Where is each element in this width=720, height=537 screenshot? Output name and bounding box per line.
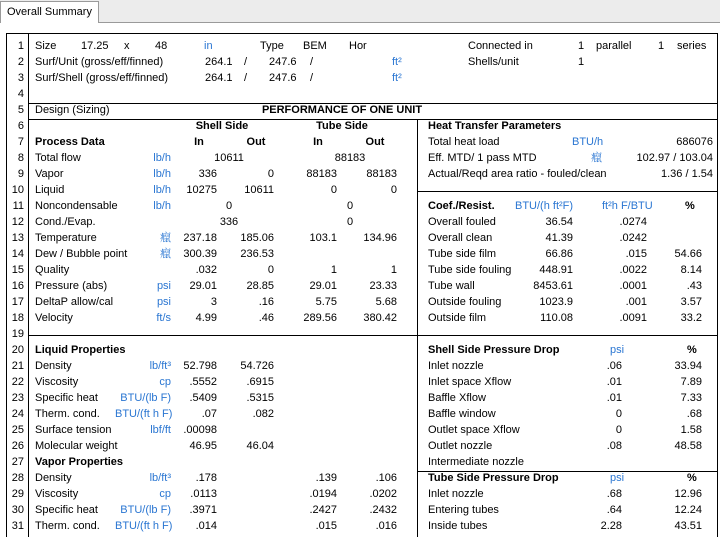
shell-dp-value: .01 — [606, 376, 622, 388]
property-unit: ft/s — [156, 312, 171, 324]
surf-unit-slash2: / — [310, 56, 314, 68]
surf-unit-eff: 247.6 — [269, 56, 297, 68]
mtd-unit: 癙 — [591, 152, 602, 164]
tube-in-value: 29.01 — [309, 280, 337, 292]
property-unit: lb/h — [153, 168, 171, 180]
shell-out-value: .082 — [252, 408, 274, 420]
shell-dp-value: .01 — [606, 392, 622, 404]
tube-dp-unit: psi — [610, 472, 625, 484]
type-label: Type — [260, 40, 284, 52]
coef-value: 36.54 — [545, 216, 573, 228]
tube-out-value: 23.33 — [369, 280, 397, 292]
shell-out-value: 54.726 — [240, 360, 274, 372]
vapor-properties-title: Vapor Properties — [35, 456, 124, 468]
parallel-label: parallel — [596, 40, 632, 52]
tube-in-value: 289.56 — [303, 312, 337, 324]
coef-value: 448.91 — [539, 264, 573, 276]
property-label: DeltaP allow/cal — [35, 296, 114, 308]
tube-dp-pct-value: 43.51 — [674, 520, 702, 532]
property-unit: 癙 — [160, 232, 171, 244]
tube-dp-title: Tube Side Pressure Drop — [428, 472, 559, 484]
row-number: 15 — [11, 264, 24, 276]
surf-shell-gross: 264.1 — [205, 72, 233, 84]
coef-value: 66.86 — [545, 248, 573, 260]
process-bottom-line — [28, 335, 717, 336]
coef-value: 110.08 — [540, 312, 573, 324]
shell-in-value: 29.01 — [189, 280, 217, 292]
shell-value: 0 — [225, 200, 233, 212]
resist-pct: 54.66 — [674, 248, 702, 260]
size-x: x — [124, 40, 130, 52]
shell-dp-title: Shell Side Pressure Drop — [428, 344, 560, 356]
tube-out-value: 134.96 — [363, 232, 397, 244]
property-unit: lbf/ft — [150, 424, 171, 436]
property-label: Molecular weight — [35, 440, 118, 452]
surf-unit-fin-unit: ft² — [392, 56, 402, 68]
shell-in-value: .5409 — [189, 392, 217, 404]
total-heat-unit: BTU/h — [572, 136, 604, 148]
type-value: BEM — [303, 40, 327, 52]
tube-in-value: 1 — [330, 264, 337, 276]
tube-dp-pct-value: 12.24 — [674, 504, 702, 516]
row-number: 6 — [17, 120, 24, 132]
resist-value: .015 — [625, 248, 647, 260]
surf-unit-slash: / — [244, 56, 248, 68]
tube-out-value: .0202 — [369, 488, 397, 500]
surf-unit-gross: 264.1 — [205, 56, 233, 68]
vertical-divider-right — [417, 119, 418, 537]
orientation: Hor — [349, 40, 367, 52]
surf-unit-label: Surf/Unit (gross/eff/finned) — [35, 56, 164, 68]
tube-out-value: .2432 — [369, 504, 397, 516]
size-unit: in — [204, 40, 213, 52]
shell-out-value: .16 — [258, 296, 274, 308]
surf-shell-eff: 247.6 — [269, 72, 297, 84]
shell-side-header: Shell Side — [195, 120, 249, 132]
shell-in-value: .0113 — [190, 488, 217, 500]
row-number: 24 — [11, 408, 24, 420]
connected-count: 1 — [578, 40, 585, 52]
coef-label: Tube wall — [428, 280, 475, 292]
design-label: Design (Sizing) — [35, 104, 110, 116]
tube-out-value: 5.68 — [375, 296, 397, 308]
row-number: 17 — [11, 296, 24, 308]
heat-transfer-title: Heat Transfer Parameters — [428, 120, 562, 132]
shell-in-value: .07 — [201, 408, 217, 420]
series-count: 1 — [658, 40, 665, 52]
surf-shell-slash: / — [244, 72, 248, 84]
row-number: 16 — [11, 280, 24, 292]
row-number: 9 — [17, 168, 24, 180]
property-label: Therm. cond. — [35, 520, 100, 532]
shell-in-header: In — [194, 136, 204, 148]
tube-in-value: 88183 — [306, 168, 337, 180]
series-label: series — [677, 40, 707, 52]
shell-in-value: 10275 — [186, 184, 217, 196]
tube-out-value: 1 — [390, 264, 397, 276]
shell-in-value: .3971 — [189, 504, 217, 516]
property-label: Temperature — [35, 232, 97, 244]
resist-value: .0022 — [619, 264, 647, 276]
tube-in-value: .2427 — [309, 504, 337, 516]
property-label: Pressure (abs) — [35, 280, 108, 292]
property-label: Liquid — [35, 184, 65, 196]
tab-overall-summary[interactable]: Overall Summary — [0, 1, 99, 23]
resist-value: .0242 — [619, 232, 647, 244]
row-number: 10 — [11, 184, 24, 196]
shell-dp-value: .06 — [606, 360, 622, 372]
tube-out-value: 0 — [390, 184, 397, 196]
row-number: 22 — [11, 376, 24, 388]
shell-dp-value: .08 — [606, 440, 622, 452]
coef-label: Tube side film — [428, 248, 497, 260]
size-b: 48 — [155, 40, 168, 52]
row-number: 28 — [11, 472, 24, 484]
size-label: Size — [35, 40, 57, 52]
row-number: 30 — [11, 504, 24, 516]
connected-label: Connected in — [468, 40, 533, 52]
coef-label: Tube side fouling — [428, 264, 512, 276]
resist-value: .001 — [625, 296, 647, 308]
property-unit: lb/ft³ — [149, 472, 171, 484]
shell-dp-unit: psi — [610, 344, 625, 356]
tube-value: 88183 — [334, 152, 366, 164]
row-number: 5 — [17, 104, 24, 116]
tube-in-value: 0 — [330, 184, 337, 196]
property-label: Viscosity — [35, 376, 79, 388]
property-unit: BTU/(ft h F) — [115, 520, 173, 532]
resist-pct: 3.57 — [680, 296, 702, 308]
size-a: 17.25 — [81, 40, 109, 52]
shell-in-value: .032 — [195, 264, 217, 276]
row-number: 31 — [11, 520, 24, 532]
property-label: Dew / Bubble point — [35, 248, 128, 260]
tube-in-value: .139 — [315, 472, 337, 484]
row-number: 21 — [11, 360, 24, 372]
property-label: Vapor — [35, 168, 64, 180]
row-number: 11 — [12, 200, 24, 212]
row-number: 13 — [11, 232, 24, 244]
shells-value: 1 — [578, 56, 585, 68]
property-unit: lb/h — [153, 184, 171, 196]
row-number: 19 — [11, 328, 24, 340]
tube-dp-pct: % — [687, 472, 697, 484]
mtd-label: Eff. MTD/ 1 pass MTD — [428, 152, 537, 164]
surf-shell-slash2: / — [310, 72, 314, 84]
resist-pct: 33.2 — [680, 312, 702, 324]
tube-in-header: In — [313, 136, 323, 148]
shell-in-value: 237.18 — [183, 232, 217, 244]
row-number: 14 — [11, 248, 24, 260]
property-label: Quality — [35, 264, 70, 276]
row-number: 12 — [11, 216, 24, 228]
coef-pct: % — [685, 200, 695, 212]
row-number: 7 — [17, 136, 24, 148]
row-number: 3 — [17, 72, 24, 84]
property-unit: lb/ft³ — [149, 360, 171, 372]
shell-in-value: 336 — [198, 168, 217, 180]
shell-out-value: 0 — [267, 168, 274, 180]
shell-dp-label: Outlet space Xflow — [428, 424, 520, 436]
shell-dp-pct-value: 7.33 — [680, 392, 702, 404]
shell-in-value: .00098 — [183, 424, 217, 436]
shell-in-value: 52.798 — [183, 360, 217, 372]
shell-dp-pct-value: 33.94 — [674, 360, 702, 372]
tab-bar — [0, 0, 720, 23]
coef-label: Overall fouled — [428, 216, 496, 228]
shell-out-value: .6915 — [246, 376, 274, 388]
tube-dp-value: 2.28 — [600, 520, 622, 532]
tube-in-value: 103.1 — [309, 232, 337, 244]
tube-out-value: .106 — [375, 472, 397, 484]
mtd-value: 102.97 / 103.04 — [636, 152, 713, 164]
tube-dp-value: .64 — [606, 504, 622, 516]
shell-out-header: Out — [246, 136, 266, 148]
resist-value: .0001 — [619, 280, 647, 292]
shell-value: 336 — [219, 216, 239, 228]
shell-in-value: .014 — [195, 520, 217, 532]
coef-value: 41.39 — [545, 232, 573, 244]
property-label: Therm. cond. — [35, 408, 100, 420]
shell-dp-pct-value: 1.58 — [680, 424, 702, 436]
coef-value: 1023.9 — [539, 296, 573, 308]
tube-in-value: 5.75 — [315, 296, 337, 308]
coef-label: Outside fouling — [428, 296, 502, 308]
coef-label: Outside film — [428, 312, 487, 324]
shell-dp-pct-value: 48.58 — [674, 440, 702, 452]
area-ratio-label: Actual/Reqd area ratio - fouled/clean — [428, 168, 607, 180]
performance-title: PERFORMANCE OF ONE UNIT — [261, 104, 423, 116]
tube-out-value: .016 — [375, 520, 397, 532]
row-number: 23 — [11, 392, 24, 404]
tube-dp-label: Inside tubes — [428, 520, 488, 532]
area-ratio-value: 1.36 / 1.54 — [661, 168, 713, 180]
property-unit: lb/h — [153, 152, 171, 164]
property-label: Velocity — [35, 312, 73, 324]
shell-in-value: 4.99 — [195, 312, 217, 324]
shell-out-value: .5315 — [246, 392, 274, 404]
shell-dp-label: Baffle Xflow — [428, 392, 486, 404]
shell-in-value: 46.95 — [189, 440, 217, 452]
tube-dp-value: .68 — [606, 488, 622, 500]
property-label: Specific heat — [35, 504, 98, 516]
property-unit: BTU/(lb F) — [120, 392, 171, 404]
property-label: Density — [35, 472, 72, 484]
coef-label: Overall clean — [428, 232, 493, 244]
tube-out-header: Out — [365, 136, 385, 148]
row-number: 26 — [11, 440, 24, 452]
shell-dp-value: 0 — [615, 424, 622, 436]
coef-title: Coef./Resist. — [428, 200, 495, 212]
surf-shell-label: Surf/Shell (gross/eff/finned) — [35, 72, 169, 84]
property-unit: cp — [159, 376, 171, 388]
tube-value: 0 — [346, 216, 354, 228]
property-unit: psi — [156, 296, 171, 308]
process-data-title: Process Data — [35, 136, 105, 148]
property-label: Viscosity — [35, 488, 79, 500]
tube-side-header: Tube Side — [316, 120, 368, 132]
shell-out-value: 0 — [267, 264, 274, 276]
property-unit: BTU/(ft h F) — [115, 408, 173, 420]
summary-sheet — [6, 33, 718, 537]
surf-shell-fin-unit: ft² — [392, 72, 402, 84]
coef-section-line — [417, 191, 717, 192]
shell-dp-pct-value: 7.89 — [680, 376, 702, 388]
row-number: 2 — [17, 56, 24, 68]
shell-in-value: 300.39 — [183, 248, 217, 260]
shell-dp-label: Intermediate nozzle — [428, 456, 524, 468]
shell-in-value: .178 — [195, 472, 217, 484]
liquid-properties-title: Liquid Properties — [35, 344, 126, 356]
shell-out-value: 46.04 — [246, 440, 274, 452]
property-unit: psi — [156, 280, 171, 292]
shell-dp-label: Inlet nozzle — [428, 360, 484, 372]
resist-value: .0274 — [619, 216, 647, 228]
shell-dp-pct: % — [687, 344, 697, 356]
property-unit: BTU/(lb F) — [120, 504, 171, 516]
shell-dp-label: Baffle window — [428, 408, 496, 420]
tube-out-value: 88183 — [366, 168, 397, 180]
row-number: 1 — [17, 40, 24, 52]
coef-unit2: ft²h F/BTU — [602, 200, 653, 212]
row-number: 20 — [11, 344, 24, 356]
row-number: 25 — [11, 424, 24, 436]
row-number-divider — [28, 34, 29, 537]
property-label: Noncondensable — [35, 200, 118, 212]
property-label: Cond./Evap. — [35, 216, 96, 228]
shell-dp-value: 0 — [615, 408, 622, 420]
shell-out-value: 10611 — [244, 184, 274, 196]
property-label: Density — [35, 360, 72, 372]
shell-in-value: 3 — [210, 296, 217, 308]
shell-out-value: .46 — [258, 312, 274, 324]
shell-out-value: 236.53 — [240, 248, 274, 260]
tube-dp-label: Entering tubes — [428, 504, 499, 516]
shell-value: 10611 — [214, 152, 244, 164]
property-unit: lb/h — [153, 200, 171, 212]
tube-value: 0 — [346, 200, 354, 212]
tube-in-value: .015 — [315, 520, 337, 532]
coef-value: 8453.61 — [533, 280, 573, 292]
property-label: Total flow — [35, 152, 81, 164]
shell-out-value: 28.85 — [246, 280, 274, 292]
property-unit: cp — [159, 488, 171, 500]
shell-dp-label: Inlet space Xflow — [428, 376, 512, 388]
resist-pct: .43 — [686, 280, 702, 292]
coef-unit1: BTU/(h ft²F) — [515, 200, 574, 212]
row-number: 29 — [11, 488, 24, 500]
shells-label: Shells/unit — [468, 56, 519, 68]
tube-in-value: .0194 — [309, 488, 337, 500]
shell-in-value: .5552 — [189, 376, 217, 388]
shell-dp-pct-value: .68 — [686, 408, 702, 420]
total-heat-label: Total heat load — [428, 136, 500, 148]
row-number: 18 — [11, 312, 24, 324]
total-heat-value: 686076 — [676, 136, 713, 148]
tube-dp-label: Inlet nozzle — [428, 488, 484, 500]
property-label: Specific heat — [35, 392, 98, 404]
property-unit: 癙 — [160, 248, 171, 260]
property-label: Surface tension — [35, 424, 112, 436]
tube-out-value: 380.42 — [363, 312, 397, 324]
row-number: 4 — [17, 88, 24, 100]
tube-dp-pct-value: 12.96 — [674, 488, 702, 500]
shell-out-value: 185.06 — [240, 232, 274, 244]
row-number: 27 — [11, 456, 24, 468]
resist-pct: 8.14 — [680, 264, 702, 276]
shell-dp-label: Outlet nozzle — [428, 440, 493, 452]
row-number: 8 — [17, 152, 24, 164]
resist-value: .0091 — [619, 312, 647, 324]
